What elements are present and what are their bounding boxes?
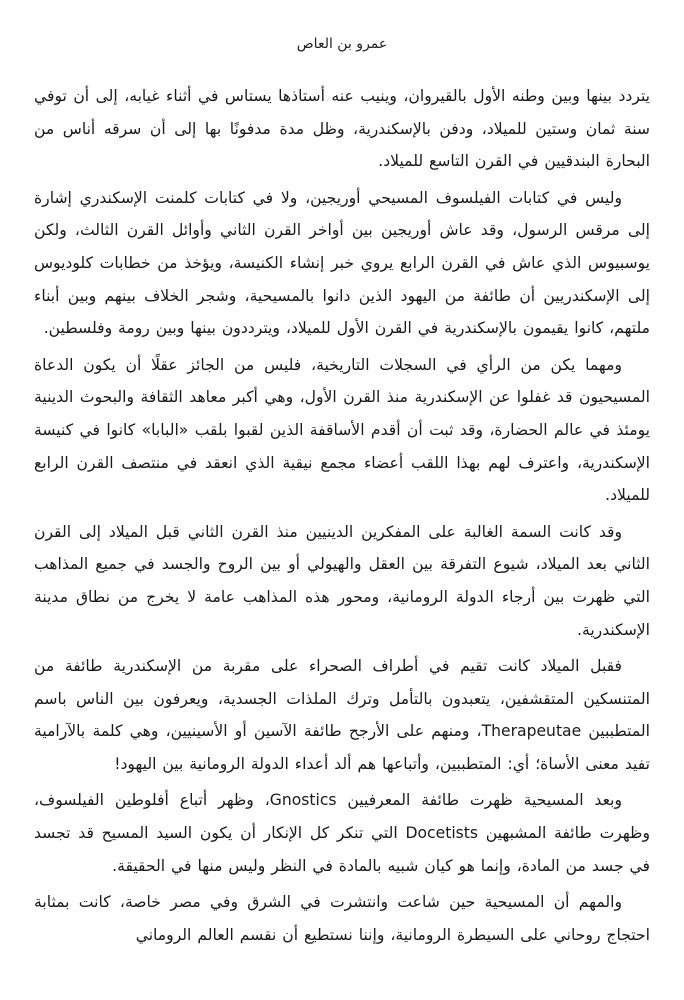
paragraph-4: وقد كانت السمة الغالبة على المفكرين الدينيين منذ القرن الثاني قبل الميلاد إلى القرن الثاني بعد الميلاد، شيوع التفرقة بين العقل والهيولي أو بين الروح والجسد في جميع المذاهب التي ظهرت بين أرجاء الدولة الرومانية، ومحور هذه المذاهب عامة لا يخرج من نطاق مدينة الإسكندرية. [34, 522, 650, 639]
paragraph-3: ومهما يكن من الرأي في السجلات التاريخية، فليس من الجائز عقلًا أن يكون الدعاة المسيحيون قد غفلوا عن الإسكندرية منذ القرن الأول، وهي أكبر معاهد الثقافة والبحوث الدينية يومئذ في عالم الحضارة، وقد ثبت أن أقدم الأساقفة الذين لقبوا بلقب «البابا» كانوا في كنيسة الإسكندرية، واعترف لهم بهذا اللقب أعضاء مجمع نيقية الذي انعقد في منتصف القرن الرابع للميلاد. [34, 355, 650, 505]
paragraph-6: وبعد المسيحية ظهرت طائفة المعرفيين Gnostics، وظهر أتباع أفلوطين الفيلسوف، وظهرت طائفة المشبهين Docetists التي تنكر كل الإنكار أن يكون السيد المسيح قد تجسد في جسد من المادة، وإنما هو كيان شبيه بالمادة في النظر وليس منها في الحقيقة. [34, 791, 650, 875]
paragraph-2: وليس في كتابات الفيلسوف المسيحي أوريجين، ولا في كتابات كلمنت الإسكندري إشارة إلى مرقس الرسول، وقد عاش أوريجين بين أواخر القرن الثاني وأوائل القرن الثالث، ولكن يوسبيوس الذي عاش في القرن الرابع يروي خبر إنشاء الكنيسة، ويؤخذ من خطابات كلوديوس إلى الإسكندريين أن طائفة من اليهود الذين دانوا بالمسيحية، وشجر الخلاف بينهم وبين أبناء ملتهم، كانوا يقيمون بالإسكندرية في القرن الأول للميلاد، ويترددون بينها وبين رومة وفلسطين. [34, 188, 650, 338]
paragraph-1: يتردد بينها وبين وطنه الأول بالقيروان، وينيب عنه أستاذها يستاس في أثناء غيابه، إلى أن توفي سنة ثمان وستين للميلاد، ودفن بالإسكندرية، وظل مدة مدفونًا بها إلى أن سرقه أناس من البحارة البندقيين في القرن التاسع للميلاد. [34, 87, 650, 171]
page-body [34, 80, 650, 951]
running-header: عمرو بن العاص [296, 36, 388, 52]
paragraph-7: والمهم أن المسيحية حين شاعت وانتشرت في الشرق وفي مصر خاصة، كانت بمثابة احتجاج روحاني على السيطرة الرومانية، وإننا نستطيع أن نقسم العالم الروماني [34, 893, 650, 944]
paragraph-5: فقبل الميلاد كانت تقيم في أطراف الصحراء على مقربة من الإسكندرية طائفة من المتنسكين المتقشفين، يتعبدون بالتأمل وترك الملذات الجسدية، ويعرفون بين الناس باسم المتطببين Therapeutae، ومنهم على الأرجح طائفة الآسين أو الأسينيين، وهي كلمة بالآرامية تفيد معنى الأساة؛ أي: المتطببين، وأتباعها هم ألد أعداء الدولة الرومانية بين اليهود! [34, 657, 650, 773]
